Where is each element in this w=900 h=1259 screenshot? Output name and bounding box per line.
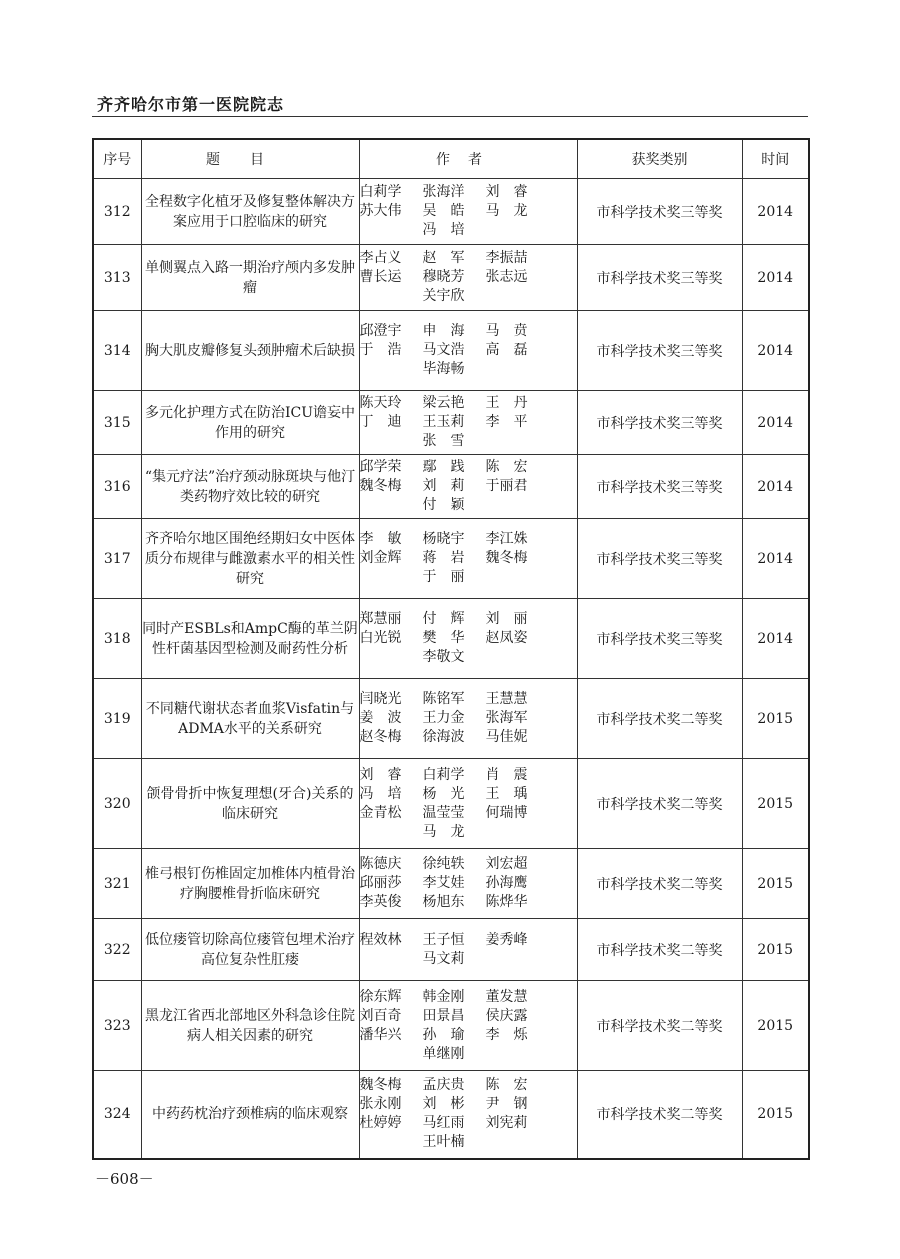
- author-name: 金青松: [359, 804, 402, 821]
- author-name: 闫晓光: [359, 691, 402, 707]
- table-row: [93, 599, 809, 679]
- author-name: 刘 丽: [485, 611, 528, 627]
- author-name: 邱澄宇: [359, 323, 402, 339]
- row-authors: [359, 311, 577, 391]
- author-name: 刘百奇: [359, 1007, 402, 1024]
- author-name: 杜婷婷: [359, 1115, 402, 1132]
- row-title: 低位瘘管切除高位瘘管包埋术治疗高位复杂性肛瘘: [141, 919, 359, 981]
- author-name: [486, 950, 546, 969]
- author-name: 王 丹: [485, 395, 528, 411]
- row-award: 市科学技术奖三等奖: [577, 179, 742, 245]
- row-year: 2014: [742, 455, 809, 519]
- row-number: 313: [93, 245, 141, 311]
- row-title: 全程数字化植牙及修复整体解决方案应用于口腔临床的研究: [141, 179, 359, 245]
- row-year: 2015: [742, 919, 809, 981]
- author-name: [360, 568, 423, 587]
- author-name: [360, 287, 423, 306]
- author-name: 肖 震: [485, 766, 528, 783]
- author-name: 邱学荣: [359, 459, 402, 475]
- author-name: 申 海: [422, 323, 465, 339]
- author-name: [486, 221, 546, 240]
- row-title: 椎弓根钉伤椎固定加椎体内植骨治疗胸腰椎骨折临床研究: [141, 849, 359, 919]
- author-name: 冯 培: [422, 222, 465, 238]
- author-name: 马文莉: [422, 950, 465, 967]
- row-number: 312: [93, 179, 141, 245]
- awards-table: [92, 138, 810, 1160]
- row-authors: [359, 849, 577, 919]
- author-name: 邱丽莎: [359, 875, 402, 891]
- row-authors: [359, 455, 577, 519]
- author-name: 李振喆: [485, 250, 528, 266]
- row-award: 市科学技术奖二等奖: [577, 679, 742, 759]
- row-year: 2015: [742, 981, 809, 1071]
- author-name: [360, 360, 423, 379]
- author-name: 赵冬梅: [359, 729, 402, 745]
- author-name: 李江姝: [485, 531, 528, 547]
- row-award: 市科学技术奖三等奖: [577, 455, 742, 519]
- row-title: 同时产ESBLs和AmpC酶的革兰阴性杆菌基因型检测及耐药性分析: [141, 599, 359, 679]
- author-name: [486, 360, 546, 379]
- row-title: 单侧翼点入路一期治疗颅内多发肿瘤: [141, 245, 359, 311]
- author-name: 付 颖: [422, 497, 465, 513]
- author-name: 董发慧: [485, 988, 528, 1005]
- col-header-title: 题目: [141, 139, 359, 179]
- author-name: 白莉学: [359, 184, 402, 200]
- author-name: 潘华兴: [359, 1026, 402, 1043]
- author-name: 陈烨华: [485, 894, 528, 910]
- row-award: 市科学技术奖二等奖: [577, 1071, 742, 1159]
- row-award: 市科学技术奖三等奖: [577, 599, 742, 679]
- author-name: 鄢 践: [422, 459, 465, 475]
- row-title: 不同糖代谢状态者血浆Visfatin与ADMA水平的关系研究: [141, 679, 359, 759]
- author-name: 刘金辉: [359, 550, 402, 566]
- row-authors: [359, 919, 577, 981]
- author-name: 高 磊: [485, 342, 528, 358]
- author-name: 毕海畅: [422, 361, 465, 377]
- author-name: 丁 迪: [359, 414, 402, 430]
- author-name: 王玉莉: [422, 414, 465, 430]
- row-authors: [359, 981, 577, 1071]
- row-number: 318: [93, 599, 141, 679]
- table-row: [93, 519, 809, 599]
- author-name: 程效林: [359, 931, 402, 948]
- author-name: [360, 496, 423, 515]
- author-name: 王 瑀: [485, 785, 528, 802]
- author-name: 陈 宏: [485, 459, 528, 475]
- book-title: 齐齐哈尔市第一医院院志: [97, 95, 285, 114]
- author-name: 姜秀峰: [485, 931, 528, 948]
- author-name: 关宇欣: [422, 288, 465, 304]
- author-name: [486, 1045, 546, 1064]
- row-authors: [359, 599, 577, 679]
- author-name: 刘 睿: [485, 184, 528, 200]
- row-award: 市科学技术奖三等奖: [577, 391, 742, 455]
- author-name: [486, 568, 546, 587]
- author-name: 苏大伟: [359, 203, 402, 219]
- author-name: 魏冬梅: [359, 1077, 402, 1094]
- row-authors: [359, 179, 577, 245]
- author-name: 韩金刚: [422, 988, 465, 1005]
- row-year: 2015: [742, 679, 809, 759]
- author-name: 穆晓芳: [422, 269, 465, 285]
- table-row: [93, 391, 809, 455]
- author-name: [360, 823, 423, 842]
- author-name: 李 敏: [359, 531, 402, 547]
- author-name: 刘 莉: [422, 478, 465, 494]
- author-name: 单继刚: [422, 1045, 465, 1062]
- author-name: [486, 1133, 546, 1152]
- row-number: 317: [93, 519, 141, 599]
- author-name: 张 雪: [422, 433, 465, 449]
- author-name: 徐海波: [422, 729, 465, 745]
- author-name: 马 龙: [422, 823, 465, 840]
- row-number: 319: [93, 679, 141, 759]
- row-authors: [359, 391, 577, 455]
- table-row: [93, 1071, 809, 1159]
- author-name: 樊 华: [422, 630, 465, 646]
- table-row: [93, 455, 809, 519]
- author-name: 马文浩: [422, 342, 465, 358]
- table-row: [93, 759, 809, 849]
- author-name: 吴 皓: [422, 203, 465, 219]
- author-name: 王力金: [422, 710, 465, 726]
- author-name: 尹 钢: [485, 1096, 528, 1113]
- row-year: 2014: [742, 245, 809, 311]
- author-name: 陈铭军: [422, 691, 465, 707]
- table-row: [93, 679, 809, 759]
- author-name: 张海军: [485, 710, 528, 726]
- author-name: [360, 221, 423, 240]
- author-name: 李英俊: [359, 894, 402, 910]
- author-name: 于 丽: [422, 569, 465, 585]
- row-title: 胸大肌皮瓣修复头颈肿瘤术后缺损: [141, 311, 359, 391]
- author-name: 孟庆贵: [422, 1077, 465, 1094]
- author-name: 刘宏超: [485, 856, 528, 872]
- row-number: 324: [93, 1071, 141, 1159]
- row-title: “集元疗法”治疗颈动脉斑块与他汀类药物疗效比较的研究: [141, 455, 359, 519]
- author-name: 杨旭东: [422, 894, 465, 910]
- author-name: 孙 瑜: [422, 1026, 465, 1043]
- author-name: 徐纯轶: [422, 856, 465, 872]
- author-name: 于 浩: [359, 342, 402, 358]
- table-row: [93, 311, 809, 391]
- author-name: [360, 1133, 423, 1152]
- author-name: 蒋 岩: [422, 550, 465, 566]
- author-name: 李 平: [485, 414, 528, 430]
- author-name: 白光锐: [359, 630, 402, 646]
- author-name: 陈天玲: [359, 395, 402, 411]
- author-name: 冯 培: [359, 785, 402, 802]
- author-name: 陈 宏: [485, 1077, 528, 1094]
- author-name: 杨 光: [422, 785, 465, 802]
- row-number: 321: [93, 849, 141, 919]
- author-name: 张海洋: [422, 184, 465, 200]
- author-name: 刘宪莉: [485, 1115, 528, 1132]
- author-name: 刘 彬: [422, 1096, 465, 1113]
- row-authors: [359, 759, 577, 849]
- table-header-row: [93, 139, 809, 179]
- author-name: [486, 432, 546, 451]
- author-name: 马佳妮: [485, 729, 528, 745]
- author-name: 孙海鹰: [485, 875, 528, 891]
- author-name: [360, 1045, 423, 1064]
- table-row: [93, 245, 809, 311]
- author-name: 赵凤姿: [485, 630, 528, 646]
- author-name: 姜 波: [359, 710, 402, 726]
- row-year: 2014: [742, 519, 809, 599]
- col-header-award: 获奖类别: [577, 139, 742, 179]
- author-name: 曹长运: [359, 269, 402, 285]
- row-number: 323: [93, 981, 141, 1071]
- author-name: 魏冬梅: [485, 550, 528, 566]
- row-number: 315: [93, 391, 141, 455]
- row-year: 2014: [742, 179, 809, 245]
- author-name: 李敬文: [422, 649, 465, 665]
- author-name: 王子恒: [422, 931, 465, 948]
- author-name: 王慧慧: [485, 691, 528, 707]
- table-row: [93, 919, 809, 981]
- author-name: [486, 496, 546, 515]
- col-header-number: 序号: [93, 139, 141, 179]
- row-title: 多元化护理方式在防治ICU谵妄中作用的研究: [141, 391, 359, 455]
- author-name: 李占义: [359, 250, 402, 266]
- row-title: 中药药枕治疗颈椎病的临床观察: [141, 1071, 359, 1159]
- row-year: 2014: [742, 599, 809, 679]
- row-number: 314: [93, 311, 141, 391]
- author-name: 马 贲: [485, 323, 528, 339]
- row-authors: [359, 245, 577, 311]
- col-header-year: 时间: [742, 139, 809, 179]
- row-year: 2015: [742, 849, 809, 919]
- author-name: 马红雨: [422, 1115, 465, 1132]
- author-name: 李 烁: [485, 1026, 528, 1043]
- author-name: 马 龙: [485, 203, 528, 219]
- author-name: 刘 睿: [359, 766, 402, 783]
- row-year: 2014: [742, 391, 809, 455]
- row-award: 市科学技术奖二等奖: [577, 849, 742, 919]
- row-number: 316: [93, 455, 141, 519]
- author-name: 魏冬梅: [359, 478, 402, 494]
- row-award: 市科学技术奖二等奖: [577, 759, 742, 849]
- row-authors: [359, 679, 577, 759]
- table-row: [93, 981, 809, 1071]
- author-name: 温莹莹: [422, 804, 465, 821]
- row-title: 齐齐哈尔地区围绝经期妇女中医体质分布规律与雌激素水平的相关性研究: [141, 519, 359, 599]
- page-number: －608－: [95, 1170, 154, 1188]
- header-rule: [92, 116, 808, 117]
- author-name: 侯庆露: [485, 1007, 528, 1024]
- author-name: 付 辉: [422, 611, 465, 627]
- row-number: 320: [93, 759, 141, 849]
- author-name: 白莉学: [422, 766, 465, 783]
- author-name: [486, 287, 546, 306]
- author-name: 于丽君: [485, 478, 528, 494]
- row-authors: [359, 1071, 577, 1159]
- row-award: 市科学技术奖三等奖: [577, 245, 742, 311]
- row-title: 颌骨骨折中恢复理想(牙合)关系的临床研究: [141, 759, 359, 849]
- author-name: [486, 823, 546, 842]
- row-award: 市科学技术奖二等奖: [577, 981, 742, 1071]
- row-number: 322: [93, 919, 141, 981]
- author-name: 何瑞博: [485, 804, 528, 821]
- author-name: [486, 648, 546, 667]
- row-year: 2014: [742, 311, 809, 391]
- author-name: [360, 648, 423, 667]
- row-title: 黑龙江省西北部地区外科急诊住院病人相关因素的研究: [141, 981, 359, 1071]
- author-name: 田景昌: [422, 1007, 465, 1024]
- table-row: [93, 849, 809, 919]
- row-award: 市科学技术奖三等奖: [577, 519, 742, 599]
- row-authors: [359, 519, 577, 599]
- author-name: 郑慧丽: [359, 611, 402, 627]
- author-name: [360, 950, 423, 969]
- row-year: 2015: [742, 759, 809, 849]
- author-name: 张志远: [485, 269, 528, 285]
- author-name: [360, 432, 423, 451]
- row-year: 2015: [742, 1071, 809, 1159]
- author-name: 徐东辉: [359, 988, 402, 1005]
- col-header-authors: 作者: [359, 139, 577, 179]
- row-award: 市科学技术奖二等奖: [577, 919, 742, 981]
- author-name: 赵 军: [422, 250, 465, 266]
- author-name: 梁云艳: [422, 395, 465, 411]
- author-name: 王叶楠: [422, 1134, 465, 1151]
- table-row: [93, 179, 809, 245]
- author-name: 杨晓宇: [422, 531, 465, 547]
- author-name: 李艾娃: [422, 875, 465, 891]
- author-name: 张永刚: [359, 1096, 402, 1113]
- row-award: 市科学技术奖三等奖: [577, 311, 742, 391]
- author-name: 陈德庆: [359, 856, 402, 872]
